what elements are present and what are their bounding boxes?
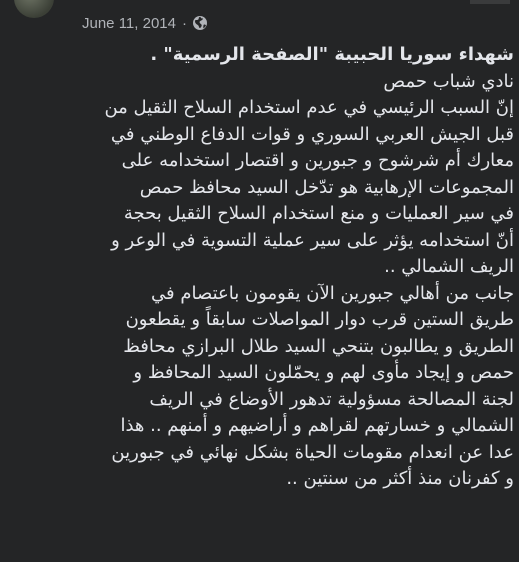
page-name-title: شهداء سوريا الحبيبة "الصفحة الرسمية" . (150, 44, 514, 65)
post-meta (82, 12, 208, 34)
meta-separator: · (181, 14, 187, 32)
globe-icon[interactable] (192, 15, 208, 31)
post-message (8, 42, 514, 493)
avatar[interactable] (14, 0, 54, 18)
author-name-fragment[interactable] (470, 0, 510, 4)
post-paragraph-1: إنّ السبب الرئيسي في عدم استخدام السلاح الثقيل من قبل الجيش العربي السوري و قوات الدفاع الوطني في معارك أم شرشوح و جبورين و اقتصار استخدامه على المجموعات الإرهابية هو تدّخل السيد محافظ حمص في سير العمليات و منع استخدام السلاح الثقيل بحجة أنّ استخدامه يؤثر على سير عملية التسوية في الوعر و الريف الشمالي .. (104, 97, 514, 277)
post-paragraph-2: جانب من أهالي جبورين الآن يقومون باعتصام في طريق الستين قرب دوار المواصلات سابقاً و يقطعون الطريق و يطالبون بتنحي السيد طلال البرازي محافظ حمص و إيجاد مأوى لهم و يحمّلون السيد المحافظ و لجنة المصالحة مسؤولية تدهور الأوضاع في الريف الشمالي و خسارتهم لقراهم و أراضيهم و أمنهم .. هذا عدا عن انعدام مقومات الحياة بشكل نهائي في جبورين و كفرنان منذ أكثر من سنتين .. (111, 282, 514, 489)
post-date-link[interactable]: June 11, 2014 (82, 14, 176, 32)
location-line: نادي شباب حمص (383, 70, 514, 92)
